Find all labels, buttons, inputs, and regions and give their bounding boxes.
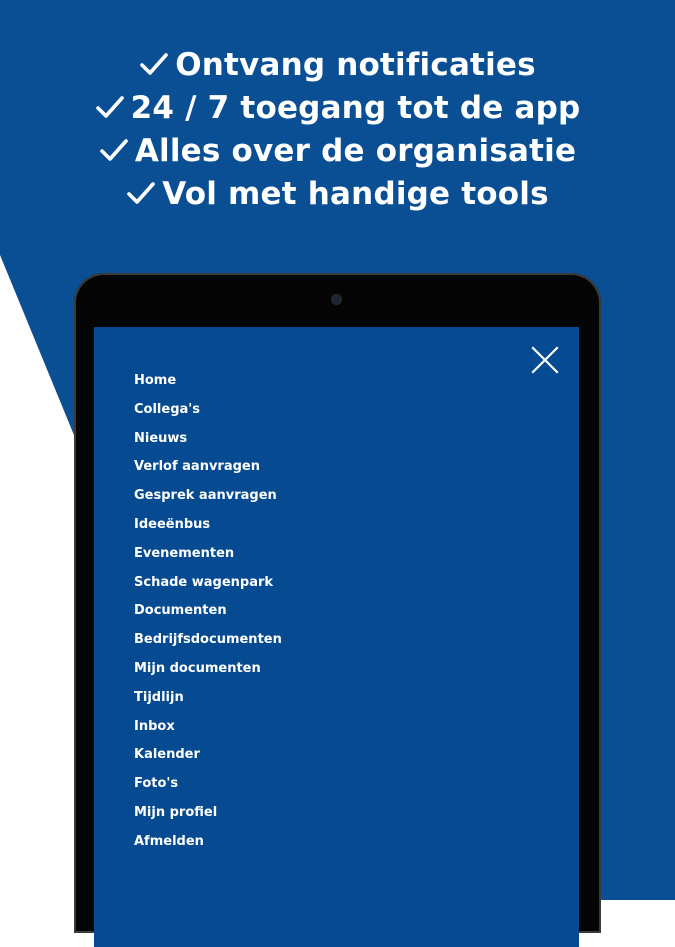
feature-item bbox=[0, 173, 675, 216]
feature-list bbox=[0, 44, 675, 216]
feature-item bbox=[0, 130, 675, 173]
menu-item-kalender[interactable]: Kalender bbox=[134, 747, 200, 763]
menu-item-tijdlijn[interactable]: Tijdlijn bbox=[134, 689, 184, 705]
menu-item-gesprek-aanvragen[interactable]: Gesprek aanvragen bbox=[134, 488, 277, 504]
camera-icon bbox=[332, 295, 341, 304]
check-icon bbox=[99, 138, 129, 162]
menu-item-nieuws[interactable]: Nieuws bbox=[134, 430, 188, 446]
navigation-menu bbox=[134, 367, 282, 857]
feature-item bbox=[0, 44, 675, 87]
feature-text: Vol met handige tools bbox=[162, 176, 549, 212]
check-icon bbox=[126, 181, 156, 205]
feature-item bbox=[0, 87, 675, 130]
menu-item-documenten[interactable]: Documenten bbox=[134, 603, 227, 619]
menu-item-inbox[interactable]: Inbox bbox=[134, 718, 175, 734]
menu-item-evenementen[interactable]: Evenementen bbox=[134, 545, 235, 561]
close-icon[interactable] bbox=[530, 345, 560, 375]
tablet-screen bbox=[94, 327, 579, 947]
feature-text: Ontvang notificaties bbox=[175, 47, 536, 83]
menu-item-verlof-aanvragen[interactable]: Verlof aanvragen bbox=[134, 459, 260, 475]
menu-item-collegas[interactable]: Collega's bbox=[134, 401, 200, 417]
menu-item-schade-wagenpark[interactable]: Schade wagenpark bbox=[134, 574, 274, 590]
menu-item-afmelden[interactable]: Afmelden bbox=[134, 833, 204, 849]
menu-item-mijn-documenten[interactable]: Mijn documenten bbox=[134, 660, 261, 676]
check-icon bbox=[139, 52, 169, 76]
menu-item-mijn-profiel[interactable]: Mijn profiel bbox=[134, 804, 218, 820]
menu-item-fotos[interactable]: Foto's bbox=[134, 776, 179, 792]
menu-item-home[interactable]: Home bbox=[134, 373, 177, 388]
tablet-device bbox=[74, 273, 601, 933]
feature-text: 24 / 7 toegang tot de app bbox=[130, 90, 581, 126]
check-icon bbox=[95, 95, 125, 119]
menu-item-bedrijfsdocumenten[interactable]: Bedrijfsdocumenten bbox=[134, 632, 282, 648]
feature-text: Alles over de organisatie bbox=[134, 133, 577, 169]
menu-item-ideeenbus[interactable]: Ideeënbus bbox=[134, 516, 211, 532]
